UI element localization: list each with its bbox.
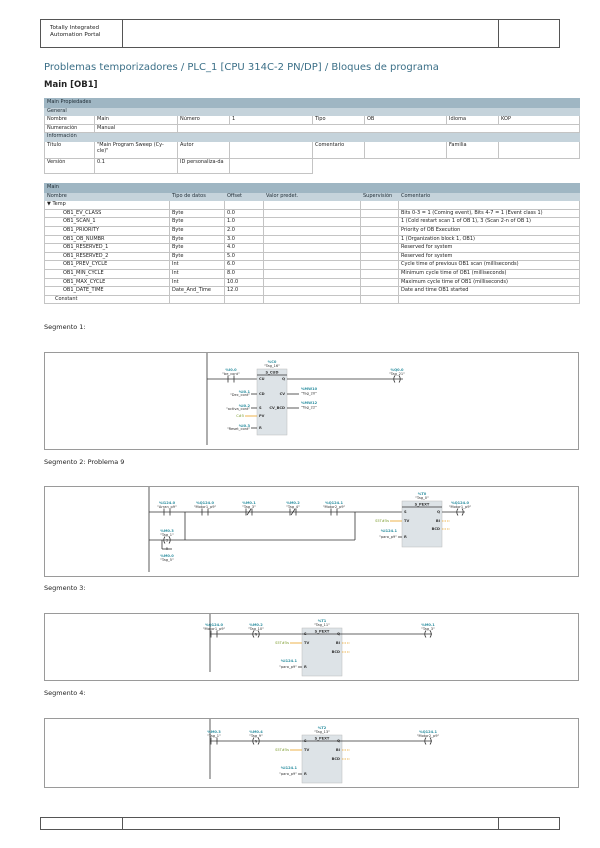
operand-address: %M0.3: [160, 529, 174, 533]
operand-address: %I0.3: [238, 424, 250, 428]
col-header: Offset: [225, 192, 264, 201]
segment-4-label: Segmento 4:: [44, 689, 86, 697]
variable-cell: Byte: [170, 252, 225, 261]
operand-address: %Q124.0: [195, 501, 215, 505]
operand-address: %M0.3: [207, 730, 221, 734]
box-type: S_PEXT: [314, 736, 330, 741]
variable-row: [45, 287, 580, 296]
operand-tag: "Motor1_p9": [448, 505, 472, 509]
variable-cell: 12.0: [225, 287, 264, 296]
variable-cell: OB1_SCAN_1: [45, 218, 170, 227]
prop-cell: Tipo: [313, 116, 365, 125]
variable-row: [45, 244, 580, 253]
operand-tag: "Tag_22": [301, 405, 317, 410]
variable-cell: OB1_PREV_CYCLE: [45, 261, 170, 270]
segment-3-ladder: [45, 614, 580, 682]
operand-address: %M0.4: [249, 730, 263, 734]
variable-cell: OB1_PRIORITY: [45, 226, 170, 235]
properties-row: [45, 158, 580, 173]
operand-tag: "Motor1_p9": [193, 505, 217, 509]
col-header: Valor predet.: [264, 192, 361, 201]
segment-4-network: [44, 718, 579, 788]
operand-address: %Q124.1: [418, 730, 438, 734]
header-empty-cell: [123, 20, 499, 47]
prop-cell: "Main Program Sweep (Cy-cle)": [95, 141, 178, 158]
operand-tag: "Tag_4": [286, 505, 300, 509]
box-address: %T0: [417, 492, 427, 496]
pin-label: CD: [259, 392, 265, 397]
variable-row: [45, 209, 580, 218]
interface-variables-table: [44, 183, 580, 304]
box-tag: "Tag_13": [314, 730, 330, 734]
variable-cell: Date and time OB1 started: [399, 287, 580, 296]
variable-row: [45, 235, 580, 244]
prop-cell: Idioma: [447, 116, 499, 125]
document-header: [40, 19, 560, 48]
variable-cell: OB1_RESERVED_1: [45, 244, 170, 253]
pin-label: R: [304, 772, 307, 777]
segment-2-label: Segmento 2: Problema 9: [44, 458, 125, 466]
prop-cell: [178, 124, 580, 133]
operand-address: %M0.2: [286, 501, 300, 505]
variable-cell: [361, 209, 399, 218]
prop-cell: Familia: [447, 141, 499, 158]
variable-cell: 3.0: [225, 235, 264, 244]
variable-row: [45, 261, 580, 270]
prop-cell: [313, 158, 580, 173]
variable-cell: [264, 235, 361, 244]
temp-group-cell: [45, 201, 170, 210]
box-type: S_CUD: [265, 370, 279, 375]
footer-cell-middle: [123, 818, 499, 829]
document-footer: [40, 817, 560, 830]
counter-preset: C#5: [236, 414, 244, 419]
box-type: S_PEXT: [414, 502, 430, 507]
variable-cell: [264, 218, 361, 227]
variable-cell: Byte: [170, 235, 225, 244]
operand-tag: "Arran_p9": [157, 505, 177, 509]
pin-label: BCD: [431, 527, 440, 532]
variables-header-row: [45, 192, 580, 201]
properties-section-header: Main Propiedades: [45, 99, 580, 108]
operand-tag: "be_cont": [222, 372, 240, 376]
coil-mark: S: [165, 538, 169, 543]
variable-row: [45, 252, 580, 261]
operand-tag: "paro_p9": [379, 535, 397, 539]
variable-cell: OB1_OB_NUMBR: [45, 235, 170, 244]
operand-address: %MW10: [300, 387, 318, 391]
box-address: %T1: [317, 619, 327, 623]
prop-cell: Comentario: [313, 141, 365, 158]
variable-cell: [264, 261, 361, 270]
col-header: Comentario: [399, 192, 580, 201]
block-properties-table: [44, 98, 580, 174]
operand-tag: "Tag_10": [248, 627, 264, 631]
operand-address: %Q0.0: [390, 368, 404, 372]
pin-label: TV: [304, 641, 310, 646]
variable-cell: [361, 278, 399, 287]
variable-cell: Byte: [170, 244, 225, 253]
pin-label: S: [259, 406, 262, 411]
operand-address: %I124.0: [158, 501, 176, 505]
operand-address: %MW12: [300, 401, 318, 405]
pin-label: R: [304, 665, 307, 670]
variable-cell: 1 (Organization block 1, OB1): [399, 235, 580, 244]
variable-cell: Reserved for system: [399, 244, 580, 253]
segment-2-ladder: [45, 487, 580, 578]
variable-cell: [361, 244, 399, 253]
pin-label: R: [259, 426, 262, 431]
variable-cell: 1 (Cold restart scan 1 of OB 1), 3 (Scan 2-n of OB 1): [399, 218, 580, 227]
variable-row: [45, 278, 580, 287]
operand-tag: "Tag_3": [242, 505, 256, 509]
coil-mark: N: [254, 632, 258, 637]
prop-cell: Main: [95, 116, 178, 125]
prop-cell: Numeración: [45, 124, 95, 133]
prop-cell: [230, 141, 313, 158]
prop-cell: Título: [45, 141, 95, 158]
temp-group-label: Temp: [52, 201, 66, 208]
properties-row: [45, 116, 580, 125]
prop-cell: [365, 141, 447, 158]
variable-cell: 0.0: [225, 209, 264, 218]
variable-cell: 1.0: [225, 218, 264, 227]
pin-label: CV_BCD: [269, 406, 285, 411]
logo-line-2: Automation Portal: [50, 32, 101, 38]
operand-tag: "paro_p9": [279, 665, 297, 669]
variable-cell: OB1_MAX_CYCLE: [45, 278, 170, 287]
pin-label: Q: [336, 739, 340, 744]
header-right-cell: [499, 20, 559, 47]
operand-tag: "Motor2_p9": [416, 734, 440, 738]
segment-1-label: Segmento 1:: [44, 323, 86, 331]
properties-row: [45, 124, 580, 133]
prop-cell: Autor: [178, 141, 230, 158]
pin-label: CU: [259, 377, 265, 382]
operand-tag: "Tag_3": [421, 627, 435, 631]
segment-3-label: Segmento 3:: [44, 584, 86, 592]
operand-address: %Q124.0: [204, 623, 224, 627]
info-group-header: Información: [45, 133, 580, 142]
footer-cell-left: [41, 818, 123, 829]
pin-label: Q: [436, 510, 440, 515]
operand-tag: "Reset_cont": [226, 427, 250, 432]
pin-label: BCD: [331, 650, 340, 655]
operand-tag: "Motor1_p9": [202, 627, 226, 631]
operand-address: %I124.1: [280, 659, 297, 663]
box-address: %C0: [267, 360, 277, 364]
col-header: Tipo de datos: [170, 192, 225, 201]
pin-label: S: [304, 739, 307, 744]
operand-tag: "Motor2_p9": [322, 505, 346, 509]
variable-cell: [264, 226, 361, 235]
segment-1-network: [44, 352, 579, 450]
variable-cell: [361, 218, 399, 227]
operand-address: %Q124.1: [324, 501, 344, 505]
variable-cell: Date_And_Time: [170, 287, 225, 296]
coil-mark: R: [165, 547, 169, 552]
expand-triangle-icon: ▼: [47, 201, 51, 208]
operand-address: %M0.2: [249, 623, 263, 627]
operand-address: %M0.1: [421, 623, 435, 627]
pin-label: PV: [259, 414, 265, 419]
variable-cell: Byte: [170, 218, 225, 227]
operand-tag: "Tag_1": [207, 734, 221, 738]
operand-tag: "Tag_1": [160, 533, 174, 537]
operand-address: %I0.2: [238, 404, 250, 408]
variable-cell: [264, 244, 361, 253]
variable-cell: Maximum cycle time of OB1 (milliseconds): [399, 278, 580, 287]
function-box: [402, 501, 442, 547]
prop-cell: OB: [365, 116, 447, 125]
temp-group-row: [45, 201, 580, 210]
variable-cell: Reserved for system: [399, 252, 580, 261]
segment-1-ladder: [45, 353, 580, 451]
variable-cell: OB1_EV_CLASS: [45, 209, 170, 218]
timer-value: S5T#5s: [275, 641, 289, 646]
variable-cell: Priority of OB Execution: [399, 226, 580, 235]
variable-cell: Byte: [170, 226, 225, 235]
variable-cell: Cycle time of previous OB1 scan (milliseconds): [399, 261, 580, 270]
box-tag: "Tag_0": [415, 496, 429, 500]
operand-address: %M0.0: [160, 554, 174, 558]
variable-cell: [264, 269, 361, 278]
constant-label: Constant: [45, 295, 170, 304]
operand-tag: "Tag_9": [249, 734, 263, 738]
timer-value: S5T#5s: [375, 519, 389, 524]
variable-row: [45, 269, 580, 278]
variable-cell: Minimum cycle time of OB1 (milliseconds): [399, 269, 580, 278]
properties-row: [45, 141, 580, 158]
operand-tag: "Dec_cont": [230, 393, 250, 398]
operand-address: %I0.0: [225, 368, 237, 372]
pin-label: BI: [335, 748, 340, 753]
col-header: Nombre: [45, 192, 170, 201]
tia-portal-logo-cell: [41, 20, 123, 47]
variable-cell: Byte: [170, 209, 225, 218]
variable-cell: [361, 261, 399, 270]
variable-row: [45, 226, 580, 235]
pin-label: TV: [404, 519, 410, 524]
variable-cell: [361, 287, 399, 296]
operand-tag: "Tag_21": [389, 372, 405, 376]
operand-address: %I124.1: [280, 766, 297, 770]
pin-label: R: [404, 535, 407, 540]
variable-cell: OB1_RESERVED_2: [45, 252, 170, 261]
pin-label: S: [404, 510, 407, 515]
pin-label: TV: [304, 748, 310, 753]
variable-cell: Bits 0-3 = 1 (Coming event), Bits 4-7 = 1 (Event class 1): [399, 209, 580, 218]
footer-cell-right: [499, 818, 559, 829]
prop-cell: KOP: [499, 116, 580, 125]
block-title: Main [OB1]: [44, 80, 98, 90]
variable-cell: Int: [170, 269, 225, 278]
operand-address: %I124.1: [380, 529, 397, 533]
variable-cell: 8.0: [225, 269, 264, 278]
pin-label: CV: [279, 392, 285, 397]
pin-label: BCD: [331, 757, 340, 762]
prop-cell: ID personaliza-da: [178, 158, 230, 173]
segment-3-network: [44, 613, 579, 681]
operand-tag: "paro_p9": [279, 772, 297, 776]
variable-cell: OB1_DATE_TIME: [45, 287, 170, 296]
variable-cell: [361, 226, 399, 235]
operand-tag: "activa_cont": [226, 407, 250, 412]
constant-row: [45, 295, 580, 304]
prop-cell: [499, 141, 580, 158]
variable-cell: [264, 209, 361, 218]
timer-value: S5T#5s: [275, 748, 289, 753]
page-title: Problemas temporizadores / PLC_1 [CPU 314C-2 PN/DP] / Bloques de programa: [44, 62, 439, 73]
prop-cell: 1: [230, 116, 313, 125]
coil-mark: N: [254, 739, 258, 744]
variable-cell: Int: [170, 261, 225, 270]
variable-cell: 2.0: [225, 226, 264, 235]
variable-cell: [361, 235, 399, 244]
variable-cell: [264, 252, 361, 261]
operand-tag: "Tag_20": [301, 391, 317, 396]
pin-label: S: [304, 632, 307, 637]
variable-cell: [361, 269, 399, 278]
prop-cell: Número: [178, 116, 230, 125]
variable-cell: [264, 287, 361, 296]
prop-cell: Nombre: [45, 116, 95, 125]
variable-cell: 5.0: [225, 252, 264, 261]
box-type: S_PEXT: [314, 629, 330, 634]
pin-label: BI: [435, 519, 440, 524]
operand-address: %I0.1: [238, 390, 250, 394]
prop-cell: Manual: [95, 124, 178, 133]
operand-address: %M0.1: [242, 501, 256, 505]
variable-cell: 6.0: [225, 261, 264, 270]
variable-cell: [361, 252, 399, 261]
pin-label: BI: [335, 641, 340, 646]
box-address: %T2: [317, 726, 327, 730]
variable-rows: [45, 209, 580, 295]
prop-cell: [230, 158, 313, 173]
variable-row: [45, 218, 580, 227]
pin-label: Q: [336, 632, 340, 637]
segment-2-network: [44, 486, 579, 577]
operand-tag: "Tag_5": [160, 558, 174, 562]
box-tag: "Tag_11": [314, 623, 330, 627]
prop-cell: Versión: [45, 158, 95, 173]
variable-cell: Int: [170, 278, 225, 287]
variable-cell: 4.0: [225, 244, 264, 253]
segment-4-ladder: [45, 719, 580, 789]
operand-address: %Q124.0: [450, 501, 470, 505]
variable-cell: 10.0: [225, 278, 264, 287]
variable-cell: [264, 278, 361, 287]
variables-section-header: Main: [45, 184, 580, 193]
pin-label: Q: [281, 377, 285, 382]
prop-cell: 0.1: [95, 158, 178, 173]
variable-cell: OB1_MIN_CYCLE: [45, 269, 170, 278]
box-tag: "Tag_16": [264, 364, 280, 368]
logo-line-1: Totally Integrated: [50, 25, 99, 31]
general-group-header: General: [45, 107, 580, 116]
col-header: Supervisión: [361, 192, 399, 201]
